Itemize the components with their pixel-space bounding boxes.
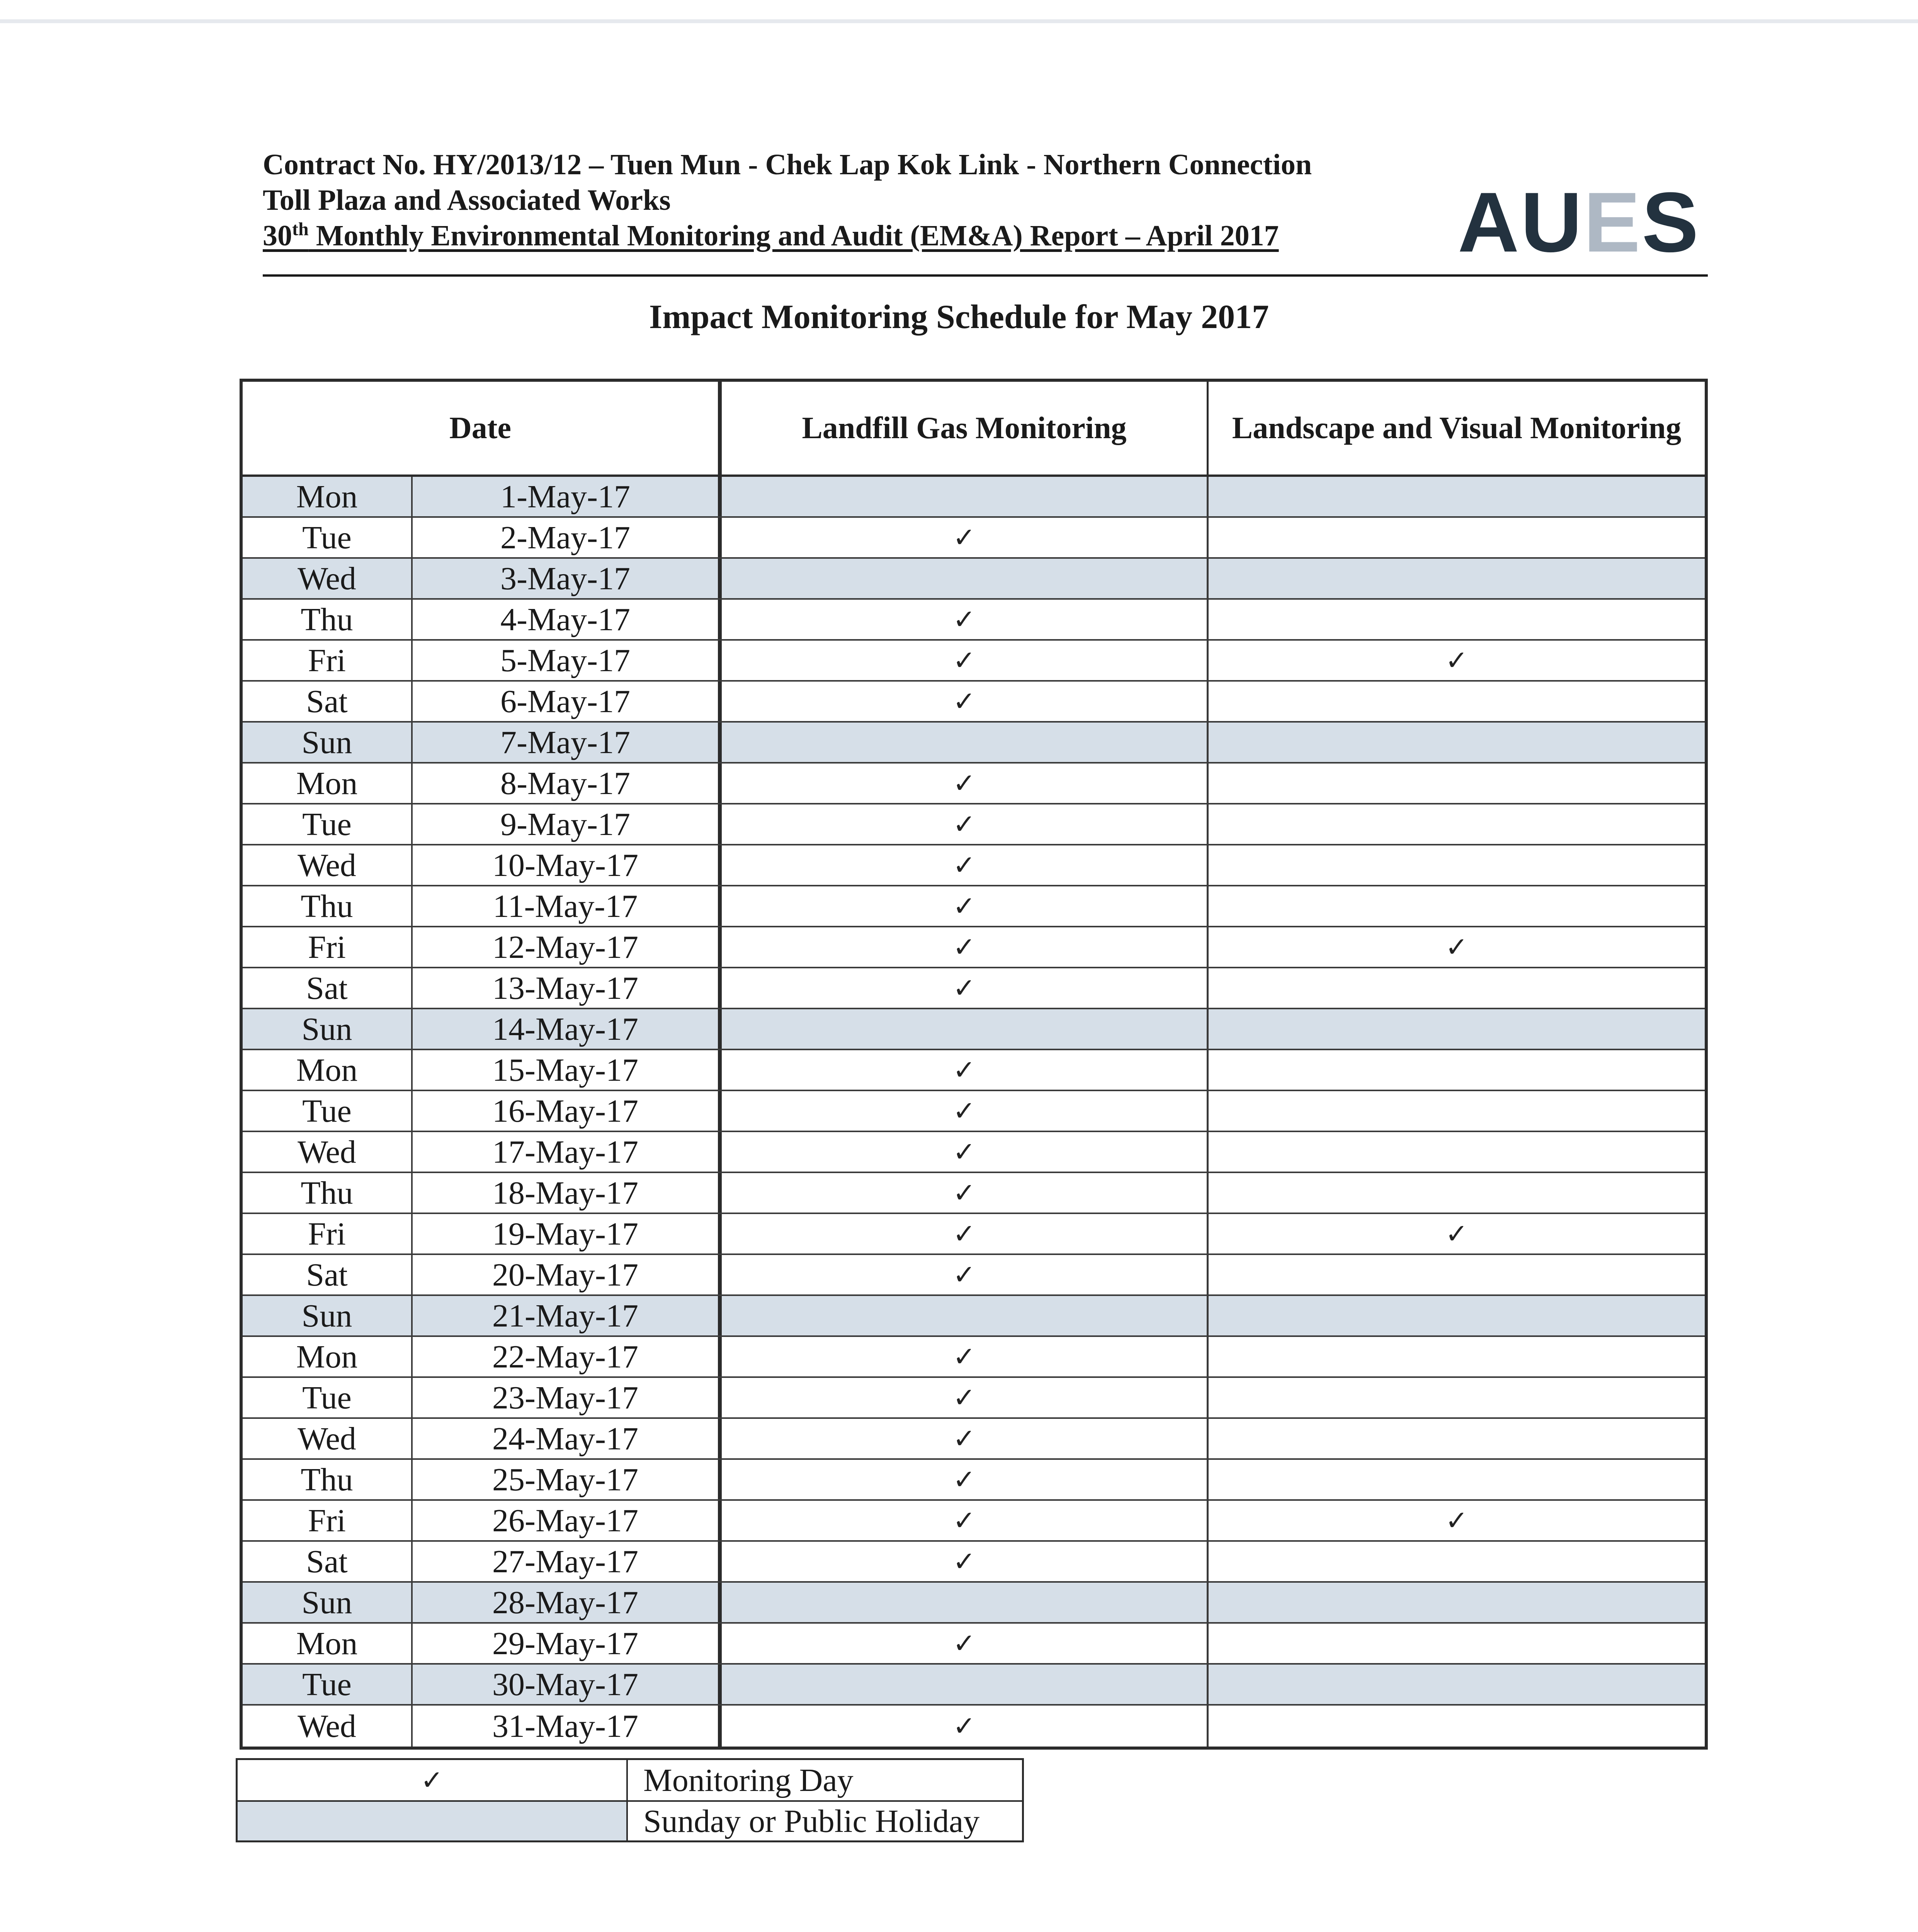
check-icon: ✓ [953, 604, 976, 635]
landfill-gas-cell [722, 845, 1209, 885]
weekday-cell: Fri [243, 641, 413, 680]
legend-row-monitoring [238, 1760, 1022, 1800]
date-cell: 9-May-17 [413, 804, 722, 844]
landscape-visual-cell [1209, 1091, 1705, 1131]
landfill-gas-cell [722, 1706, 1209, 1747]
landfill-gas-cell [722, 641, 1209, 680]
landfill-gas-cell [722, 968, 1209, 1008]
landscape-visual-cell [1209, 682, 1705, 721]
date-cell: 11-May-17 [413, 886, 722, 926]
landscape-visual-cell [1209, 804, 1705, 844]
date-cell: 20-May-17 [413, 1255, 722, 1294]
landfill-gas-cell [722, 1460, 1209, 1499]
check-icon: ✓ [953, 1628, 976, 1659]
date-cell: 8-May-17 [413, 764, 722, 803]
landfill-gas-cell [722, 477, 1209, 516]
date-cell: 17-May-17 [413, 1132, 722, 1172]
date-cell: 28-May-17 [413, 1583, 722, 1622]
table-row [243, 1173, 1705, 1214]
table-row [243, 927, 1705, 968]
date-cell: 30-May-17 [413, 1665, 722, 1704]
report-number: 30 [263, 219, 292, 252]
check-icon: ✓ [953, 1341, 976, 1372]
landscape-visual-cell [1209, 1296, 1705, 1335]
legend-monitoring-day: Monitoring Day [643, 1762, 854, 1798]
landscape-visual-cell [1209, 641, 1705, 680]
weekday-cell: Sun [243, 1296, 413, 1335]
check-icon: ✓ [953, 522, 976, 553]
logo-s: S [1642, 175, 1700, 270]
landfill-gas-cell [722, 1378, 1209, 1417]
date-cell: 22-May-17 [413, 1337, 722, 1376]
report-header [263, 147, 1708, 278]
table-row [243, 1296, 1705, 1337]
landfill-gas-cell [722, 1583, 1209, 1622]
landscape-visual-cell [1209, 1460, 1705, 1499]
date-cell: 18-May-17 [413, 1173, 722, 1213]
landscape-visual-cell [1209, 600, 1705, 639]
table-row [243, 968, 1705, 1009]
date-cell: 6-May-17 [413, 682, 722, 721]
table-row [243, 845, 1705, 886]
landfill-gas-cell [722, 1624, 1209, 1663]
weekday-cell: Tue [243, 1665, 413, 1704]
weekday-cell: Sat [243, 1542, 413, 1581]
landfill-gas-cell [722, 1337, 1209, 1376]
landscape-visual-cell [1209, 1665, 1705, 1704]
landfill-gas-cell [722, 1091, 1209, 1131]
landfill-gas-cell [722, 886, 1209, 926]
weekday-cell: Mon [243, 764, 413, 803]
weekday-cell: Wed [243, 1419, 413, 1458]
check-icon: ✓ [1445, 1218, 1468, 1250]
landscape-visual-cell [1209, 1706, 1705, 1747]
weekday-cell: Fri [243, 927, 413, 967]
table-row [243, 1214, 1705, 1255]
landfill-gas-cell [722, 1050, 1209, 1090]
check-icon: ✓ [953, 1095, 976, 1127]
table-row [243, 600, 1705, 641]
landfill-gas-cell [722, 723, 1209, 762]
check-icon: ✓ [953, 890, 976, 922]
weekday-cell: Mon [243, 1337, 413, 1376]
landscape-visual-cell [1209, 1419, 1705, 1458]
table-row [243, 518, 1705, 559]
landfill-gas-cell [722, 1419, 1209, 1458]
date-cell: 24-May-17 [413, 1419, 722, 1458]
weekday-cell: Fri [243, 1501, 413, 1540]
date-cell: 23-May-17 [413, 1378, 722, 1417]
landfill-gas-cell [722, 1296, 1209, 1335]
landscape-visual-cell [1209, 477, 1705, 516]
check-icon: ✓ [1445, 645, 1468, 676]
date-cell: 16-May-17 [413, 1091, 722, 1131]
date-cell: 26-May-17 [413, 1501, 722, 1540]
table-row [243, 1583, 1705, 1624]
header-landfill-gas: Landfill Gas Monitoring [722, 382, 1209, 474]
report-title: Monthly Environmental Monitoring and Audit (EM&A) Report – April 2017 [308, 219, 1279, 252]
date-cell: 2-May-17 [413, 518, 722, 557]
weekday-cell: Tue [243, 804, 413, 844]
table-row [243, 1009, 1705, 1050]
date-cell: 15-May-17 [413, 1050, 722, 1090]
landfill-gas-cell [722, 1132, 1209, 1172]
table-row [243, 1091, 1705, 1132]
schedule-table [240, 379, 1708, 1750]
legend-row-holiday [238, 1800, 1022, 1840]
weekday-cell: Mon [243, 1050, 413, 1090]
table-row [243, 1460, 1705, 1501]
date-cell: 5-May-17 [413, 641, 722, 680]
check-icon: ✓ [953, 1382, 976, 1413]
landscape-visual-cell [1209, 927, 1705, 967]
landfill-gas-cell [722, 682, 1209, 721]
table-row [243, 1665, 1705, 1706]
table-row [243, 1419, 1705, 1460]
table-row [243, 1706, 1705, 1747]
table-row [243, 723, 1705, 764]
weekday-cell: Sat [243, 682, 413, 721]
table-row [243, 477, 1705, 518]
check-icon: ✓ [953, 1177, 976, 1209]
weekday-cell: Tue [243, 1091, 413, 1131]
weekday-cell: Thu [243, 1173, 413, 1213]
table-row [243, 1624, 1705, 1665]
weekday-cell: Mon [243, 477, 413, 516]
weekday-cell: Sun [243, 1583, 413, 1622]
table-row [243, 682, 1705, 723]
weekday-cell: Thu [243, 886, 413, 926]
check-icon: ✓ [953, 1136, 976, 1168]
check-icon: ✓ [953, 1546, 976, 1577]
landfill-gas-cell [722, 1214, 1209, 1253]
scan-edge [0, 19, 1918, 23]
header-date: Date [243, 382, 722, 474]
date-cell: 14-May-17 [413, 1009, 722, 1049]
date-cell: 4-May-17 [413, 600, 722, 639]
date-cell: 3-May-17 [413, 559, 722, 598]
date-cell: 19-May-17 [413, 1214, 722, 1253]
landfill-gas-cell [722, 1665, 1209, 1704]
header-rule [263, 274, 1708, 277]
report-line [263, 218, 1461, 253]
landscape-visual-cell [1209, 1337, 1705, 1376]
landscape-visual-cell [1209, 559, 1705, 598]
report-number-suffix: th [292, 219, 309, 240]
weekday-cell: Wed [243, 559, 413, 598]
check-icon: ✓ [953, 849, 976, 881]
weekday-cell: Mon [243, 1624, 413, 1663]
landscape-visual-cell [1209, 1009, 1705, 1049]
page-title: Impact Monitoring Schedule for May 2017 [649, 298, 1269, 336]
landscape-visual-cell [1209, 1542, 1705, 1581]
landscape-visual-cell [1209, 1132, 1705, 1172]
table-body [243, 477, 1705, 1747]
table-row [243, 559, 1705, 600]
table-row [243, 1378, 1705, 1419]
logo-au: AU [1457, 175, 1584, 270]
weekday-cell: Sat [243, 1255, 413, 1294]
date-cell: 1-May-17 [413, 477, 722, 516]
weekday-cell: Wed [243, 1132, 413, 1172]
check-icon: ✓ [953, 972, 976, 1004]
landfill-gas-cell [722, 1009, 1209, 1049]
weekday-cell: Tue [243, 518, 413, 557]
check-icon: ✓ [1445, 931, 1468, 963]
landfill-gas-cell [722, 518, 1209, 557]
date-cell: 13-May-17 [413, 968, 722, 1008]
table-row [243, 1132, 1705, 1173]
date-cell: 29-May-17 [413, 1624, 722, 1663]
legend [236, 1758, 1024, 1842]
weekday-cell: Sat [243, 968, 413, 1008]
landscape-visual-cell [1209, 518, 1705, 557]
logo-e: E [1583, 175, 1642, 270]
check-icon: ✓ [953, 1054, 976, 1086]
table-row [243, 1501, 1705, 1542]
landscape-visual-cell [1209, 886, 1705, 926]
weekday-cell: Thu [243, 1460, 413, 1499]
weekday-cell: Wed [243, 845, 413, 885]
landfill-gas-cell [722, 804, 1209, 844]
legend-shade-swatch [238, 1802, 628, 1840]
landscape-visual-cell [1209, 1583, 1705, 1622]
landscape-visual-cell [1209, 1378, 1705, 1417]
weekday-cell: Sun [243, 1009, 413, 1049]
check-icon: ✓ [953, 931, 976, 963]
landfill-gas-cell [722, 559, 1209, 598]
landscape-visual-cell [1209, 1173, 1705, 1213]
landfill-gas-cell [722, 600, 1209, 639]
check-icon: ✓ [953, 1218, 976, 1250]
table-row [243, 641, 1705, 682]
date-cell: 31-May-17 [413, 1706, 722, 1747]
landscape-visual-cell [1209, 1050, 1705, 1090]
date-cell: 27-May-17 [413, 1542, 722, 1581]
table-header [243, 382, 1705, 477]
date-cell: 21-May-17 [413, 1296, 722, 1335]
check-icon: ✓ [953, 767, 976, 799]
works-line: Toll Plaza and Associated Works [263, 184, 671, 216]
check-icon: ✓ [1445, 1505, 1468, 1536]
check-icon: ✓ [420, 1764, 444, 1796]
landscape-visual-cell [1209, 1214, 1705, 1253]
weekday-cell: Fri [243, 1214, 413, 1253]
header-landscape-visual: Landscape and Visual Monitoring [1232, 411, 1682, 445]
weekday-cell: Thu [243, 600, 413, 639]
landscape-visual-cell [1209, 1255, 1705, 1294]
aues-logo [1457, 175, 1700, 270]
landfill-gas-cell [722, 1255, 1209, 1294]
landfill-gas-cell [722, 1501, 1209, 1540]
landfill-gas-cell [722, 764, 1209, 803]
date-cell: 7-May-17 [413, 723, 722, 762]
table-row [243, 886, 1705, 927]
table-row [243, 764, 1705, 804]
table-row [243, 804, 1705, 845]
landscape-visual-cell [1209, 723, 1705, 762]
contract-line: Contract No. HY/2013/12 – Tuen Mun - Chek Lap Kok Link - Northern Connection [263, 148, 1312, 181]
landfill-gas-cell [722, 1542, 1209, 1581]
date-cell: 25-May-17 [413, 1460, 722, 1499]
landscape-visual-cell [1209, 968, 1705, 1008]
check-icon: ✓ [953, 1259, 976, 1291]
table-row [243, 1050, 1705, 1091]
landscape-visual-cell [1209, 845, 1705, 885]
weekday-cell: Sun [243, 723, 413, 762]
table-row [243, 1255, 1705, 1296]
check-icon: ✓ [953, 1464, 976, 1495]
landfill-gas-cell [722, 1173, 1209, 1213]
date-cell: 10-May-17 [413, 845, 722, 885]
weekday-cell: Tue [243, 1378, 413, 1417]
landscape-visual-cell [1209, 764, 1705, 803]
check-icon: ✓ [953, 645, 976, 676]
legend-holiday: Sunday or Public Holiday [643, 1803, 980, 1839]
legend-check-cell [238, 1760, 628, 1800]
weekday-cell: Wed [243, 1706, 413, 1747]
check-icon: ✓ [953, 1505, 976, 1536]
table-row [243, 1542, 1705, 1583]
landscape-visual-cell [1209, 1624, 1705, 1663]
check-icon: ✓ [953, 685, 976, 717]
check-icon: ✓ [953, 1710, 976, 1742]
check-icon: ✓ [953, 808, 976, 840]
landfill-gas-cell [722, 927, 1209, 967]
header-text [263, 147, 1461, 253]
check-icon: ✓ [953, 1423, 976, 1454]
landscape-visual-cell [1209, 1501, 1705, 1540]
table-row [243, 1337, 1705, 1378]
date-cell: 12-May-17 [413, 927, 722, 967]
